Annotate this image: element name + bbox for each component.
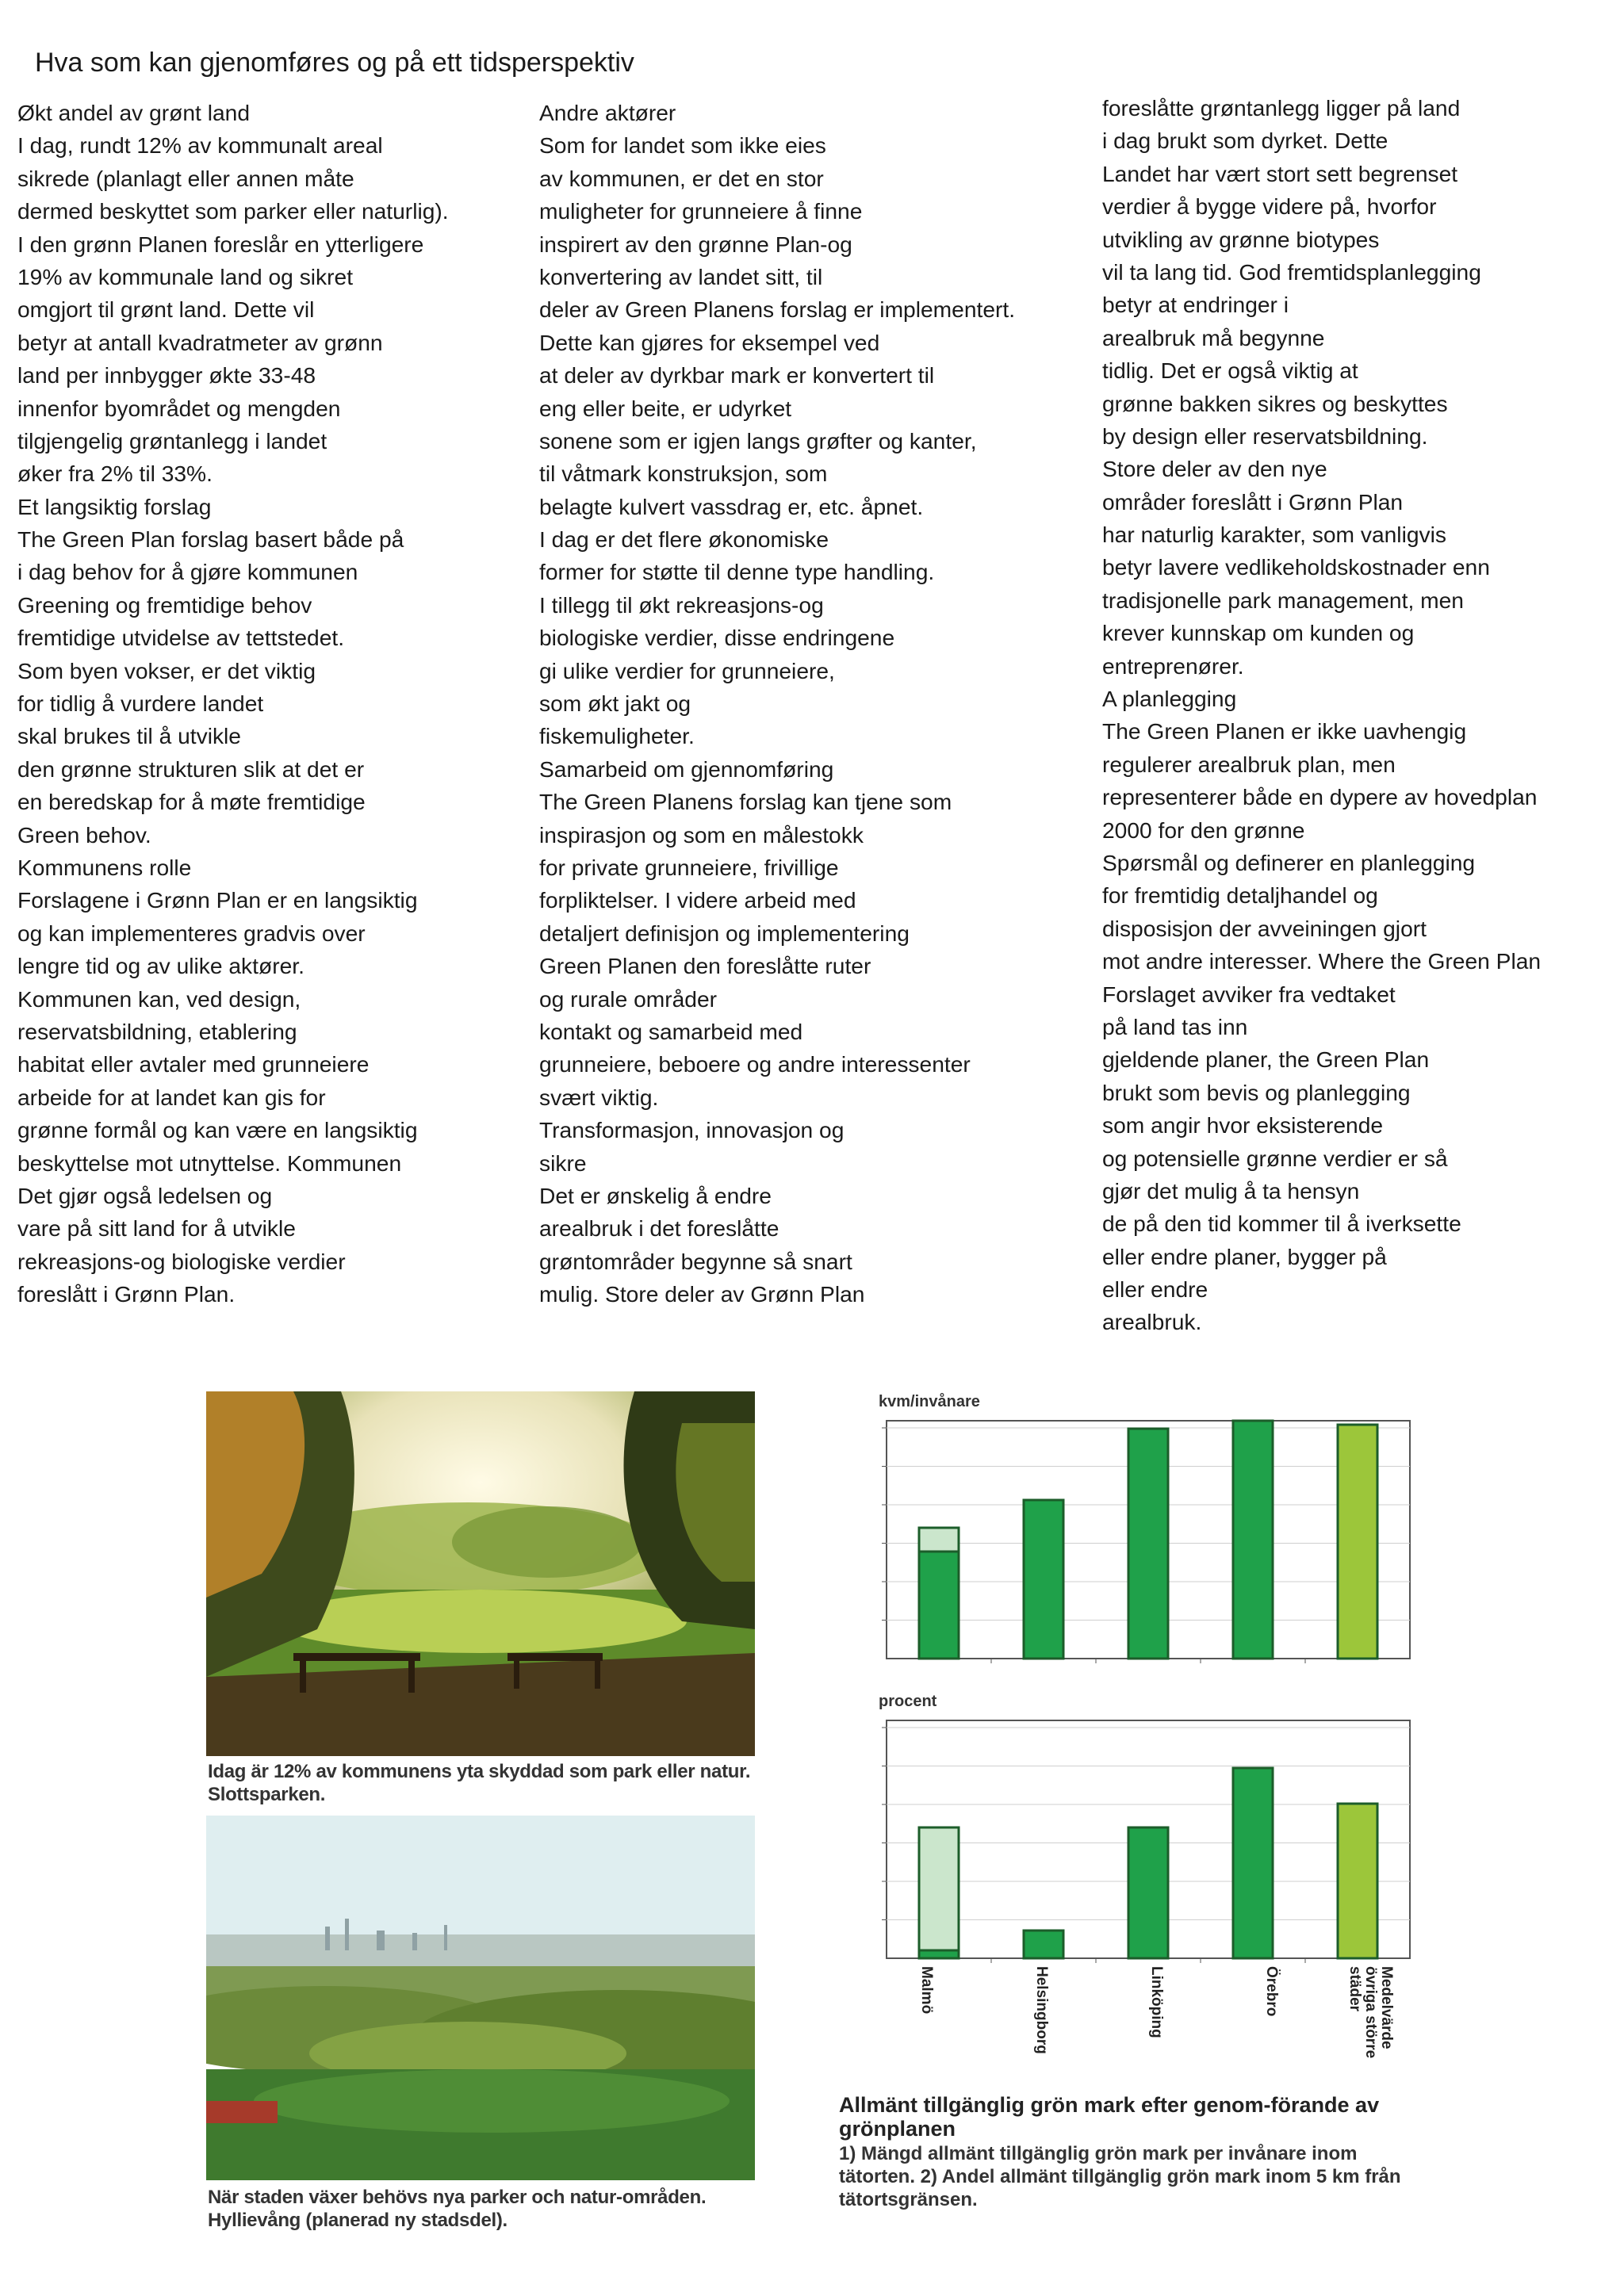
text-line: gjeldende planer, the Green Plan: [1102, 1047, 1430, 1073]
text-line: Samarbeid om gjennomføring: [539, 756, 834, 782]
text-line: sonene som er igjen langs grøfter og kanter,: [539, 427, 977, 453]
text-line: deler av Green Planens forslag er implementert.: [539, 297, 1016, 323]
text-line: tilgjengelig grøntanlegg i landet: [17, 427, 327, 453]
text-line: svært viktig.: [539, 1084, 659, 1110]
bar-malmö: [919, 1552, 959, 1659]
text-line: dermed beskyttet som parker eller naturlig).: [17, 198, 449, 224]
text-line: habitat eller avtaler med grunneiere: [17, 1051, 370, 1077]
text-line: Landet har vært stort sett begrenset: [1102, 160, 1458, 186]
text-line: i dag behov for å gjøre kommunen: [17, 559, 358, 585]
text-line: på land tas inn: [1102, 1013, 1248, 1039]
x-label-medelvarde: Medelvärde övriga större städer: [1346, 1966, 1395, 2059]
text-line: betyr lavere vedlikeholdskostnader enn: [1102, 554, 1490, 580]
text-line: at deler av dyrkbar mark er konvertert til: [539, 362, 935, 388]
text-line: tradisjonelle park management, men: [1102, 587, 1464, 613]
text-line: Dette kan gjøres for eksempel ved: [539, 329, 880, 355]
text-line: Green behov.: [17, 821, 151, 848]
text-line: har naturlig karakter, som vanligvis: [1102, 522, 1446, 548]
text-line: øker fra 2% til 33%.: [17, 461, 213, 487]
text-line: og kan implementeres gradvis over: [17, 920, 366, 946]
text-line: Kommunens rolle: [17, 854, 192, 880]
city-photo-caption: När staden växer behövs nya parker och natur-områden. Hyllievång (planerad ny stadsdel).: [208, 2187, 707, 2231]
text-line: lengre tid og av ulike aktører.: [17, 953, 304, 979]
text-line: Green Planen den foreslåtte ruter: [539, 953, 871, 979]
text-line: skal brukes til å utvikle: [17, 723, 241, 749]
text-line: arbeide for at landet kan gis for: [17, 1084, 326, 1110]
text-line: belagte kulvert vassdrag er, etc. åpnet.: [539, 493, 924, 519]
text-line: omgjort til grønt land. Dette vil: [17, 297, 315, 323]
text-line: The Green Plan forslag basert både på: [17, 526, 404, 553]
text-line: som angir hvor eksisterende: [1102, 1112, 1384, 1138]
bar-helsingborg: [1024, 1931, 1063, 1958]
text-line: Store deler av den nye: [1102, 456, 1327, 482]
park-photo: [206, 1391, 755, 1756]
text-line: reservatsbildning, etablering: [17, 1018, 297, 1044]
bar-medelvärde övriga större städer: [1338, 1804, 1377, 1958]
text-line: Forslagene i Grønn Plan er en langsiktig: [17, 887, 418, 913]
text-line: mot andre interesser. Where the Green Plan: [1102, 948, 1542, 974]
bar-örebro: [1233, 1421, 1273, 1659]
text-line: Et langsiktig forslag: [17, 493, 212, 519]
text-line: fremtidige utvidelse av tettstedet.: [17, 625, 345, 651]
text-line: til våtmark konstruksjon, som: [539, 461, 828, 487]
text-line: biologiske verdier, disse endringene: [539, 625, 895, 651]
x-label-linkoping: Linköping: [1148, 1966, 1165, 2038]
y-axis-title: kvm/invånare: [879, 1393, 980, 1410]
text-line: kontakt og samarbeid med: [539, 1018, 803, 1044]
text-line: land per innbygger økte 33-48: [17, 362, 316, 388]
text-line: A planlegging: [1102, 686, 1237, 712]
text-line: Forslaget avviker fra vedtaket: [1102, 981, 1396, 1007]
text-line: vil ta lang tid. God fremtidsplanlegging: [1102, 258, 1481, 285]
bar-örebro: [1233, 1768, 1273, 1958]
text-line: foreslått i Grønn Plan.: [17, 1281, 236, 1307]
chart-kvm-per-invanare: [847, 1389, 1418, 1667]
page-title: Hva som kan gjenomføres og på ett tidsperspektiv: [35, 48, 634, 78]
text-line: The Green Planens forslag kan tjene som: [539, 789, 952, 815]
bar-helsingborg: [1024, 1500, 1063, 1659]
text-line: I dag er det flere økonomiske: [539, 526, 829, 553]
bar-medelvärde övriga större städer: [1338, 1425, 1377, 1659]
text-line: betyr at antall kvadratmeter av grønn: [17, 329, 383, 355]
text-line: grønne bakken sikres og beskyttes: [1102, 390, 1448, 416]
text-line: brukt som bevis og planlegging: [1102, 1079, 1411, 1105]
text-line: I den grønn Planen foreslår en ytterligere: [17, 231, 424, 257]
bar-total-malmö: [919, 1827, 959, 1958]
text-line: foreslåtte grøntanlegg ligger på land: [1102, 95, 1461, 121]
text-line: Som for landet som ikke eies: [539, 132, 826, 159]
chart-caption: [839, 2093, 1426, 2211]
text-line: Andre aktører: [539, 100, 676, 125]
text-line: gi ulike verdier for grunneiere,: [539, 657, 835, 683]
text-line: beskyttelse mot utnyttelse. Kommunen: [17, 1150, 402, 1176]
text-line: den grønne strukturen slik at det er: [17, 756, 365, 782]
text-line: I tillegg til økt rekreasjons-og: [539, 591, 824, 618]
text-line: Transformasjon, innovasjon og: [539, 1117, 845, 1143]
text-line: eller endre: [1102, 1276, 1208, 1303]
y-axis-title: procent: [879, 1693, 937, 1710]
text-line: Det gjør også ledelsen og: [17, 1182, 273, 1208]
text-line: inspirert av den grønne Plan-og: [539, 231, 852, 257]
text-line: og potensielle grønne verdier er så: [1102, 1145, 1448, 1171]
chart-x-labels: [887, 1966, 1426, 2085]
text-line: detaljert definisjon og implementering: [539, 920, 910, 946]
text-line: sikrede (planlagt eller annen måte: [17, 165, 354, 191]
chart-caption-title: Allmänt tillgänglig grön mark efter genom-förande av grönplanen: [839, 2093, 1380, 2141]
text-line: sikre: [539, 1150, 587, 1176]
text-column-1: [17, 97, 533, 1311]
text-line: vare på sitt land for å utvikle: [17, 1215, 296, 1242]
text-line: mulig. Store deler av Grønn Plan: [539, 1281, 865, 1307]
text-line: muligheter for grunneiere å finne: [539, 198, 863, 224]
bar-malmö: [919, 1950, 959, 1958]
text-line: fiskemuligheter.: [539, 723, 695, 749]
text-line: disposisjon der avveiningen gjort: [1102, 915, 1427, 941]
text-line: tidlig. Det er også viktig at: [1102, 358, 1358, 384]
text-line: Spørsmål og definerer en planlegging: [1102, 849, 1476, 875]
text-line: grunneiere, beboere og andre interessenter: [539, 1051, 971, 1077]
text-line: former for støtte til denne type handling.: [539, 559, 935, 585]
x-label-malmo: Malmö: [918, 1966, 935, 2015]
text-line: I dag, rundt 12% av kommunalt areal: [17, 132, 383, 159]
bar-linköping: [1128, 1827, 1168, 1958]
text-line: entreprenører.: [1102, 652, 1244, 679]
text-line: arealbruk i det foreslåtte: [539, 1215, 779, 1242]
text-line: konvertering av landet sitt, til: [539, 263, 823, 289]
text-line: 2000 for den grønne: [1102, 817, 1305, 843]
text-line: regulerer arealbruk plan, men: [1102, 751, 1396, 777]
park-photo-caption: Idag är 12% av kommunens yta skyddad som park eller natur. Slottsparken.: [208, 1761, 751, 1805]
text-line: arealbruk.: [1102, 1309, 1202, 1335]
text-line: som økt jakt og: [539, 691, 691, 717]
text-line: 19% av kommunale land og sikret: [17, 263, 354, 289]
text-line: innenfor byområdet og mengden: [17, 395, 341, 421]
chart-procent: [847, 1689, 1418, 1966]
text-line: de på den tid kommer til å iverksette: [1102, 1211, 1461, 1237]
text-line: områder foreslått i Grønn Plan: [1102, 488, 1404, 515]
text-line: Greening og fremtidige behov: [17, 591, 312, 618]
text-line: for tidlig å vurdere landet: [17, 691, 264, 717]
text-line: grønne formål og kan være en langsiktig: [17, 1117, 418, 1143]
text-line: Kommunen kan, ved design,: [17, 985, 301, 1012]
text-line: eng eller beite, er udyrket: [539, 395, 792, 421]
text-line: representerer både en dypere av hovedplan: [1102, 784, 1538, 810]
text-line: utvikling av grønne biotypes: [1102, 226, 1380, 252]
text-line: for private grunneiere, frivillige: [539, 854, 839, 880]
text-line: by design eller reservatsbildning.: [1102, 423, 1428, 449]
text-column-3: [1102, 92, 1618, 1339]
text-line: i dag brukt som dyrket. Dette: [1102, 128, 1388, 154]
text-line: rekreasjons-og biologiske verdier: [17, 1248, 346, 1274]
text-column-2: [539, 97, 1055, 1311]
text-line: The Green Planen er ikke uavhengig: [1102, 718, 1467, 744]
text-line: og rurale områder: [539, 985, 718, 1012]
text-line: Det er ønskelig å endre: [539, 1182, 772, 1208]
text-line: gjør det mulig å ta hensyn: [1102, 1177, 1360, 1203]
chart-caption-body: 1) Mängd allmänt tillgänglig grön mark per invånare inom tätorten. 2) Andel allmänt tillgänglig grön mark inom 5 km från tätortsgränsen.: [839, 2143, 1401, 2210]
text-line: forpliktelser. I videre arbeid med: [539, 887, 856, 913]
city-photo: [206, 1816, 755, 2180]
text-line: krever kunnskap om kunden og: [1102, 620, 1415, 646]
x-label-helsingborg: Helsingborg: [1033, 1966, 1050, 2054]
text-line: grøntområder begynne så snart: [539, 1248, 852, 1274]
text-line: eller endre planer, bygger på: [1102, 1243, 1387, 1269]
x-label-orebro: Örebro: [1263, 1966, 1280, 2017]
text-line: arealbruk må begynne: [1102, 324, 1325, 350]
text-line: inspirasjon og som en målestokk: [539, 821, 864, 848]
text-line: for fremtidig detaljhandel og: [1102, 882, 1378, 909]
text-line: betyr at endringer i: [1102, 292, 1289, 318]
text-line: verdier å bygge videre på, hvorfor: [1102, 193, 1437, 220]
text-line: en beredskap for å møte fremtidige: [17, 789, 366, 815]
text-line: Som byen vokser, er det viktig: [17, 657, 316, 683]
bar-linköping: [1128, 1429, 1168, 1659]
text-line: Økt andel av grønt land: [17, 100, 250, 125]
text-line: av kommunen, er det en stor: [539, 165, 824, 191]
